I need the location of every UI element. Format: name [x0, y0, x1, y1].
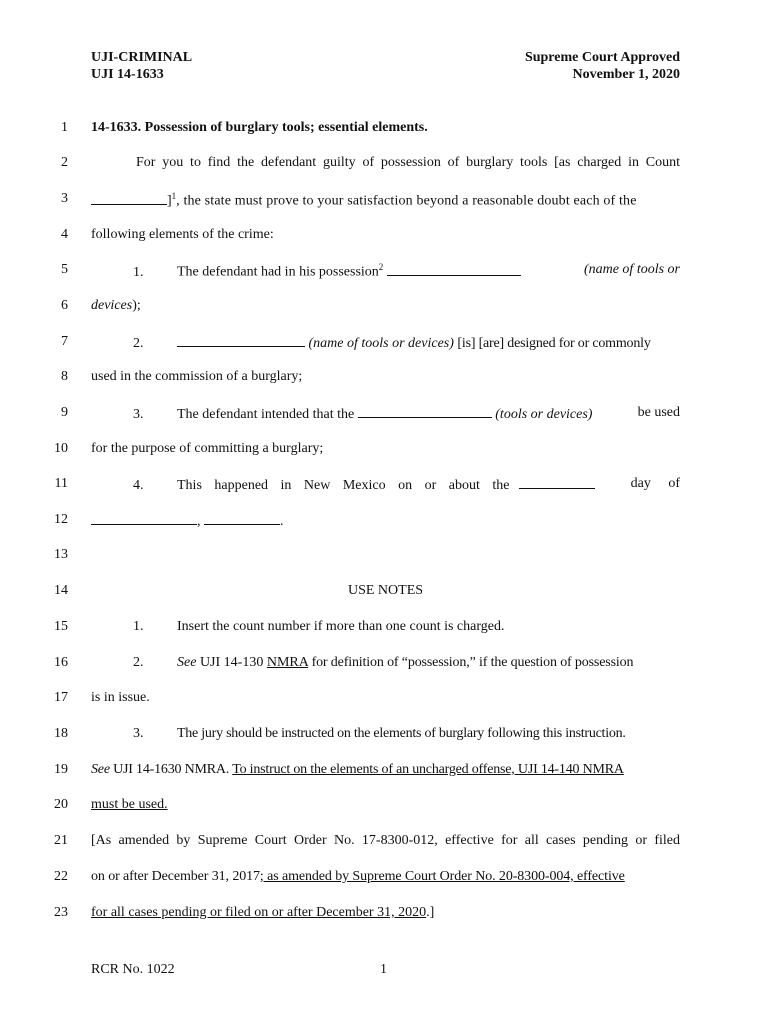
line-12	[0, 512, 770, 534]
footer-rcr: RCR No. 1022	[91, 962, 175, 977]
line-10	[0, 441, 770, 463]
use-note-2-cont: is in issue.	[91, 690, 150, 705]
tools-blank	[358, 405, 492, 418]
intro-text-end: following elements of the crime:	[91, 227, 274, 242]
header-date: November 1, 2020	[572, 67, 680, 82]
intro-text-cont: ]$^1$, the state must prove to your satisfaction beyond a reasonable doubt each of the	[91, 191, 680, 210]
line-1	[0, 120, 770, 142]
header-right	[525, 49, 680, 83]
header-category: UJI-CRIMINAL	[91, 50, 193, 65]
line-number: 14	[54, 583, 68, 598]
line-15	[0, 619, 770, 641]
line-6	[0, 298, 770, 320]
history-line-1: [As amended by Supreme Court Order No. 17-8300-012, effective for all cases pending or filed	[91, 833, 680, 848]
line-number: 19	[54, 762, 68, 777]
header-left	[91, 49, 192, 83]
element-1: 1. The defendant had in his possession$^2$ (name of tools or	[133, 262, 680, 280]
element-3: 3. The defendant intended that the (tools or devices) be used	[133, 405, 680, 422]
intro-text: For you to find the defendant guilty of possession of burglary tools [as charged in Count	[136, 155, 680, 170]
date-blanks: , .	[91, 512, 680, 530]
line-number: 18	[54, 726, 68, 741]
line-number: 21	[54, 833, 68, 848]
line-number: 15	[54, 619, 68, 634]
line-7	[0, 334, 770, 356]
line-5	[0, 262, 770, 284]
line-number: 11	[54, 476, 68, 491]
line-number: 16	[54, 655, 68, 670]
line-number: 20	[54, 797, 68, 812]
element-4: 4. This happened in New Mexico on or about the day of	[133, 476, 680, 493]
use-note-2: 2. See UJI 14-130 NMRA for definition of “possession,” if the question of possession	[133, 655, 634, 670]
uncharged-offense-note: To instruct on the elements of an uncharged offense, UJI 14-140 NMRA	[232, 762, 624, 777]
header-instruction-number: UJI 14-1633	[91, 67, 164, 82]
use-note-3-cont: See UJI 14-1630 NMRA. To instruct on the elements of an uncharged offense, UJI 14-140 NMRA	[91, 762, 624, 777]
line-2	[0, 155, 770, 177]
use-note-3: 3. The jury should be instructed on the elements of burglary following this instruction.	[133, 726, 626, 741]
line-20	[0, 797, 770, 819]
history-line-3: for all cases pending or filed on or after December 31, 2020.]	[91, 905, 435, 920]
line-23	[0, 905, 770, 927]
tools-blank	[387, 263, 521, 276]
line-number: 3	[61, 191, 68, 206]
line-14	[0, 583, 770, 605]
day-blank	[519, 476, 595, 489]
line-17	[0, 690, 770, 712]
line-number: 13	[54, 547, 68, 562]
line-number: 22	[54, 869, 68, 884]
instruction-title: 14-1633. Possession of burglary tools; essential elements.	[91, 120, 428, 135]
use-note-3-end: must be used.	[91, 797, 168, 812]
line-number: 10	[54, 441, 68, 456]
page-number: 1	[380, 962, 387, 977]
line-number: 17	[54, 690, 68, 705]
line-number: 4	[61, 227, 68, 242]
line-number: 1	[61, 120, 68, 135]
line-21	[0, 833, 770, 855]
use-note-1: 1. Insert the count number if more than one count is charged.	[133, 619, 505, 634]
element-1-cont: devices);	[91, 298, 141, 313]
use-notes-heading: USE NOTES	[347, 583, 424, 598]
line-19	[0, 762, 770, 784]
nmra-link: NMRA	[266, 655, 309, 670]
line-number: 2	[61, 155, 68, 170]
line-number: 6	[61, 298, 68, 313]
line-16	[0, 655, 770, 677]
line-18	[0, 726, 770, 748]
line-number: 5	[61, 262, 68, 277]
footnote-ref: 1	[171, 191, 177, 201]
count-blank	[91, 192, 167, 205]
year-blank	[204, 512, 280, 525]
line-number: 23	[54, 905, 68, 920]
line-8	[0, 369, 770, 391]
line-number: 7	[61, 334, 68, 349]
line-number: 9	[61, 405, 68, 420]
month-blank	[91, 512, 197, 525]
line-4	[0, 227, 770, 249]
line-number: 12	[54, 512, 68, 527]
line-number: 8	[61, 369, 68, 384]
element-2-cont: used in the commission of a burglary;	[91, 369, 303, 384]
element-3-cont: for the purpose of committing a burglary;	[91, 441, 324, 456]
line-9	[0, 405, 770, 427]
history-line-2: on or after December 31, 2017; as amended by Supreme Court Order No. 20-8300-004, effective	[91, 869, 625, 884]
header-approval: Supreme Court Approved	[524, 50, 680, 65]
line-22	[0, 869, 770, 891]
line-11	[0, 476, 770, 498]
line-3	[0, 191, 770, 213]
line-13	[0, 547, 770, 569]
tools-blank	[177, 334, 305, 347]
element-2: 2. (name of tools or devices) [is] [are] designed for or commonly	[133, 336, 651, 351]
